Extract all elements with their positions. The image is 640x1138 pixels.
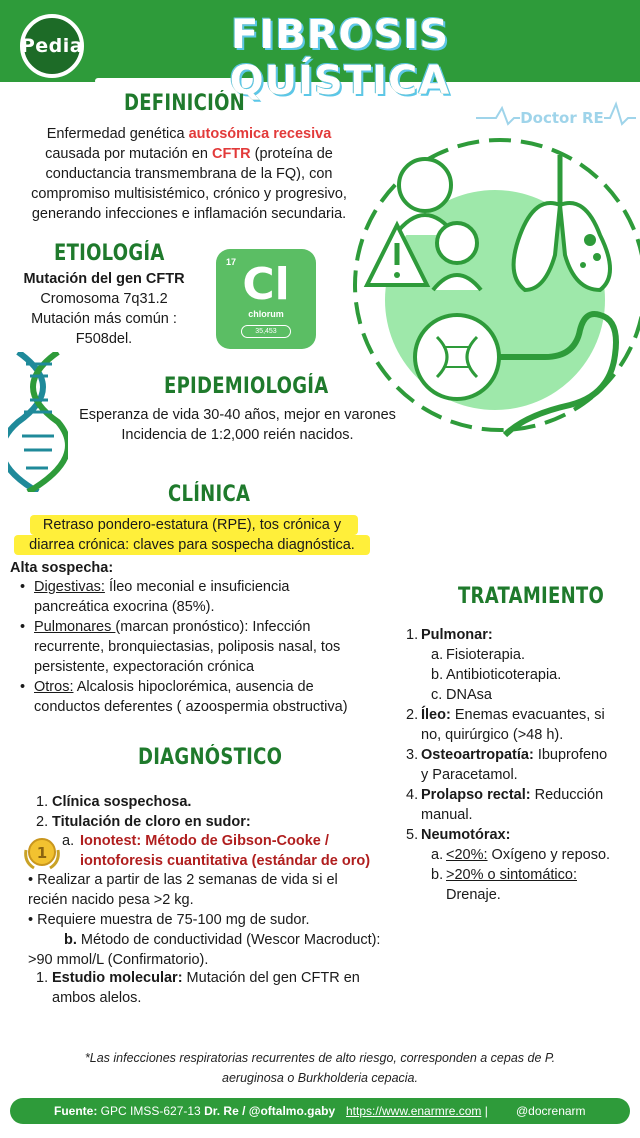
footer-url-link[interactable]: https://www.enarmre.com: [346, 1104, 482, 1118]
clinica-list: [20, 577, 380, 717]
trat-neumo-b: Drenaje.: [446, 887, 501, 903]
footer-authors: Dr. Re / @oftalmo.gaby: [204, 1104, 336, 1118]
list-item: [406, 785, 638, 825]
dig-2: pancreática exocrina (85%).: [34, 599, 215, 615]
clinica-key-text: [8, 515, 376, 555]
pul-1: Infección: [248, 619, 311, 635]
diag-conductividad: [28, 930, 403, 970]
diag-ionotest-1: Ionotest: Método de Gibson-Cooke /: [80, 833, 329, 849]
trat-ileo-2: no, quirúrgico (>48 h).: [421, 727, 564, 743]
cl-atomic-number: 17: [226, 257, 237, 267]
etio-line-2: Cromosoma 7q31.2: [40, 291, 168, 307]
trat-pulmonar: Pulmonar:: [421, 627, 493, 643]
page-title: FIBROSIS QUÍSTICA: [229, 12, 451, 104]
trat-osteo-label: Osteoartropatía:: [421, 747, 534, 763]
diag-bullets: [28, 870, 388, 930]
def-text-8: generando infecciones e inflamación secundaria.: [31, 206, 347, 222]
cl-symbol: Cl: [242, 259, 290, 310]
pul-label: Pulmonares: [34, 619, 116, 635]
list-item: [406, 745, 638, 785]
bullet: •: [20, 579, 26, 595]
diag-cond-2: >90 mmol/L (Confirmatorio).: [28, 952, 209, 968]
pul-2: recurrente, bronquiectasias, poliposis nasal, tos: [34, 639, 341, 655]
footer-fuente-label: Fuente:: [54, 1104, 98, 1118]
diag-ionotest: [62, 831, 392, 871]
svg-text:1: 1: [36, 844, 48, 862]
num: 3.: [406, 747, 419, 763]
trat-neumo-a: Oxígeno y reposo.: [487, 847, 611, 863]
tratamiento-title: TRATAMIENTO: [458, 584, 605, 609]
epidemiologia-text: [60, 405, 415, 445]
clinica-hl-1: Retraso pondero-estatura (RPE), tos crónica y: [42, 517, 342, 533]
clinica-title: CLÍNICA: [168, 482, 251, 507]
footnote-line-1: *Las infecciones respiratorias recurrentes de alto riesgo, corresponden a cepas de P.: [84, 1051, 556, 1065]
alta-sospecha-label: Alta sospecha:: [10, 560, 114, 576]
def-text-1: Enfermedad genética: [46, 126, 189, 142]
otr-2: conductos deferentes ( azoospermia obstructiva): [34, 699, 348, 715]
list-item: [406, 705, 638, 745]
etio-line-3: Mutación más común :: [31, 311, 177, 327]
footnote-line-2: aeruginosa o Burkholderia cepacia.: [222, 1071, 418, 1085]
diag-molecular-label: Estudio molecular:: [52, 970, 183, 986]
list-item: [20, 677, 380, 717]
bullet: •: [20, 679, 26, 695]
etiologia-title: ETIOLOGÍA: [54, 241, 165, 266]
trat-dnasa: DNAsa: [446, 687, 492, 703]
pedia-logo: [20, 14, 84, 78]
pul-3: persistente, expectoración crónica: [34, 659, 255, 675]
trat-neumo-b-u: >20% o sintomático:: [446, 867, 577, 883]
definicion-title: DEFINICIÓN: [124, 91, 245, 116]
footer-fuente-text: GPC IMSS-627-13: [97, 1104, 205, 1118]
doctor-re-watermark: [476, 90, 636, 130]
trat-osteo-2: y Paracetamol.: [421, 767, 518, 783]
trat-ileo-1: Enemas evacuantes, si: [450, 707, 605, 723]
num: 1.: [36, 794, 49, 810]
list-item: [406, 625, 638, 705]
otr-1: Alcalosis hipoclorémica, ausencia de: [73, 679, 314, 695]
dig-1: Íleo meconial e insuficiencia: [104, 579, 290, 595]
gold-medal-icon: [22, 832, 62, 872]
trat-prol-1: Reducción: [530, 787, 604, 803]
def-text-3: causada por mutación en: [45, 146, 212, 162]
diag-molecular: [36, 968, 396, 1008]
letter: c.: [431, 687, 443, 703]
watermark-text: Doctor RE: [520, 109, 604, 127]
logo-text: Pedia: [20, 35, 84, 57]
diag-b2: • Requiere muestra de 75-100 mg de sudor.: [28, 912, 310, 928]
pul-paren: (marcan pronóstico):: [115, 619, 249, 635]
diag-ionotest-2: iontoforesis cuantitativa (estándar de oro): [80, 853, 371, 869]
num: 4.: [406, 787, 419, 803]
footer-link-wrap: [346, 1098, 488, 1124]
def-text-7: compromiso multisistémico, crónico y progresivo,: [31, 186, 347, 202]
letter: a.: [62, 833, 75, 849]
trat-antibio: Antibioticoterapia.: [446, 667, 562, 683]
trat-fisio: Fisioterapia.: [446, 647, 525, 663]
clinica-hl-2: diarrea crónica: claves para sospecha diagnóstica.: [29, 537, 355, 553]
dna-helix-icon: [8, 352, 68, 492]
diag-b1-1: • Realizar a partir de las 2 semanas de vida si el: [28, 872, 338, 888]
chlorine-element-tile: [216, 249, 316, 349]
list-item: [36, 812, 396, 832]
diag-clinica: Clínica sospechosa.: [52, 794, 192, 810]
footer-handle: @docrenarm: [516, 1104, 586, 1118]
diagnostico-title: DIAGNÓSTICO: [138, 745, 283, 770]
dig-label: Digestivas:: [34, 579, 105, 595]
list-item: [406, 825, 638, 905]
def-text-6: conductancia transmembrana de la FQ), con: [45, 166, 333, 182]
footer-sep: |: [481, 1104, 488, 1118]
etio-line-1: Mutación del gen CFTR: [23, 271, 185, 287]
diag-titulacion: Titulación de cloro en sudor:: [52, 814, 251, 830]
num: 1.: [36, 970, 49, 986]
diag-cond-1: Método de conductividad (Wescor Macroduct):: [76, 932, 381, 948]
num: 1.: [406, 627, 419, 643]
letter: b.: [64, 932, 77, 948]
trat-neumo-a-u: <20%:: [446, 847, 488, 863]
trat-prol-2: manual.: [421, 807, 473, 823]
definicion-text: [8, 124, 370, 224]
trat-prol-label: Prolapso rectal:: [421, 787, 531, 803]
num: 2.: [36, 814, 49, 830]
cl-name: chlorum: [248, 309, 284, 319]
bullet: •: [20, 619, 26, 635]
def-cftr: CFTR: [211, 146, 251, 162]
num: 5.: [406, 827, 419, 843]
trat-osteo-1: Ibuprofeno: [533, 747, 608, 763]
etiologia-text: [8, 269, 200, 349]
epi-line-2: Incidencia de 1:2,000 reién nacidos.: [121, 427, 354, 443]
diag-list-top: [36, 792, 396, 832]
epidemiologia-title: EPIDEMIOLOGÍA: [164, 374, 329, 399]
footnote: [50, 1048, 590, 1088]
letter: a.: [431, 647, 444, 663]
tratamiento-list: [406, 625, 638, 905]
trat-neumo-label: Neumotórax:: [421, 827, 511, 843]
num: 2.: [406, 707, 419, 723]
list-item: [20, 617, 380, 677]
letter: b.: [431, 667, 444, 683]
diag-molecular-2: ambos alelos.: [52, 990, 142, 1006]
epi-line-1: Esperanza de vida 30-40 años, mejor en varones: [79, 407, 396, 423]
letter: a.: [431, 847, 444, 863]
letter: b.: [431, 867, 444, 883]
list-item: [20, 577, 380, 617]
footer-source: [54, 1098, 335, 1124]
cl-mass: 35,453: [241, 325, 291, 338]
diag-molecular-1: Mutación del gen CFTR en: [182, 970, 360, 986]
def-text-5: (proteína de: [250, 146, 333, 162]
trat-ileo-label: Íleo:: [421, 707, 451, 723]
etio-line-4: F508del.: [75, 331, 133, 347]
diag-b1-2: recién nacido pesa >2 kg.: [28, 892, 194, 908]
list-item: [36, 792, 396, 812]
def-autosomica: autosómica recesiva: [188, 126, 332, 142]
otr-label: Otros:: [34, 679, 74, 695]
footer-bar: [10, 1098, 630, 1124]
